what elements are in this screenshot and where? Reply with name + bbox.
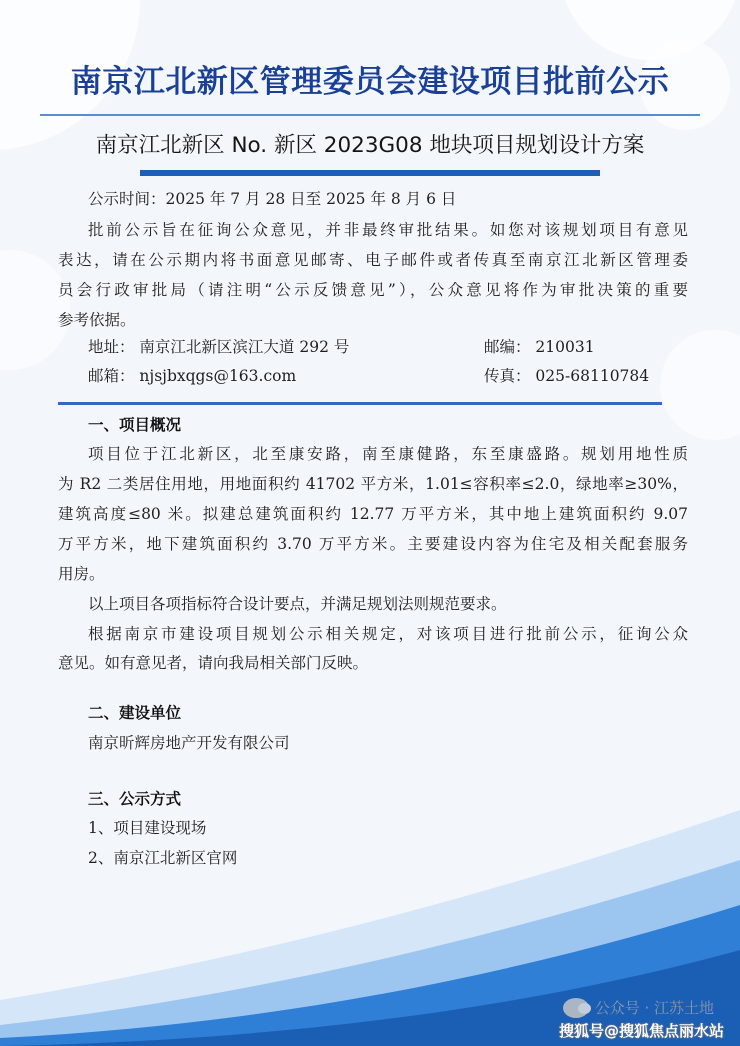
method-item: 1、项目建设现场 <box>88 819 207 837</box>
project-subtitle: 南京江北新区 No. 新区 2023G08 地块项目规划设计方案 <box>95 133 645 158</box>
intro-line: 表达，请在公示期内将书面意见邮寄、电子邮件或者传真至南京江北新区管理委 <box>58 251 688 269</box>
section-heading-method: 三、公示方式 <box>88 790 182 808</box>
developer-name: 南京昕辉房地产开发有限公司 <box>88 734 290 752</box>
overview-line: 为 R2 二类居住用地，用地面积约 41702 平方米，1.01≤容积率≤2.0，绿地率≥30%， <box>58 475 688 493</box>
regulation-line: 意见。如有意见者，请向我局相关部门反映。 <box>58 654 369 672</box>
notice-title: 南京江北新区管理委员会建设项目批前公示 <box>70 64 670 100</box>
regulation-line: 根据南京市建设项目规划公示相关规定，对该项目进行批前公示，征询公众 <box>88 625 688 643</box>
wechat-watermark <box>563 997 714 1018</box>
source-watermark: 搜狐号@搜狐焦点丽水站 <box>558 1022 724 1040</box>
subtitle-divider <box>140 170 600 176</box>
wechat-icon <box>563 998 589 1018</box>
section-divider <box>58 402 662 405</box>
section-heading-developer: 二、建设单位 <box>88 704 182 722</box>
compliance-statement: 以上项目各项指标符合设计要点，并满足规划法则规范要求。 <box>88 595 507 613</box>
contact-address: 地址： 南京江北新区滨江大道 292 号 <box>88 338 350 356</box>
watermark-account: 公众号 · 江苏土地 <box>594 999 714 1017</box>
overview-line: 万平方米，地下建筑面积约 3.70 万平方米。主要建设内容为住宅及相关配套服务 <box>58 535 688 553</box>
intro-line: 批前公示旨在征询公众意见，并非最终审批结果。如您对该规划项目有意见 <box>88 221 688 239</box>
intro-line: 参考依据。 <box>58 311 136 329</box>
notice-period: 公示时间：2025 年 7 月 28 日至 2025 年 8 月 6 日 <box>88 190 457 208</box>
background-bubble <box>660 330 740 440</box>
contact-fax: 传真： 025-68110784 <box>484 367 650 385</box>
contact-email: 邮箱： njsjbxqgs@163.com <box>88 367 297 385</box>
overview-line: 用房。 <box>58 565 105 583</box>
overview-line: 项目位于江北新区，北至康安路，南至康健路，东至康盛路。规划用地性质 <box>88 445 688 463</box>
overview-line: 建筑高度≤80 米。拟建总建筑面积约 12.77 万平方米，其中地上建筑面积约 9.07 <box>58 505 688 523</box>
section-heading-overview: 一、项目概况 <box>88 416 182 434</box>
contact-postcode: 邮编： 210031 <box>484 338 595 356</box>
title-divider <box>40 114 700 116</box>
intro-line: 员会行政审批局（请注明“公示反馈意见”），公众意见将作为审批决策的重要 <box>58 281 688 299</box>
method-item: 2、南京江北新区官网 <box>88 849 238 867</box>
